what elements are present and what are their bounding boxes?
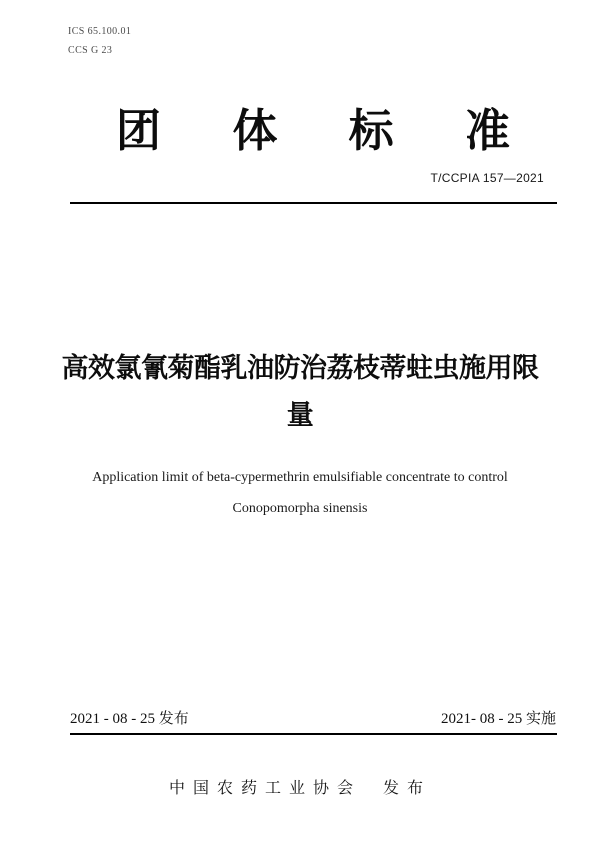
ccs-code: CCS G 23 — [68, 45, 113, 56]
english-title-line1: Application limit of beta-cypermethrin emulsifiable concentrate to control — [92, 470, 508, 485]
dates-row — [70, 707, 556, 728]
main-title-line1: 高效氯氰菊酯乳油防治荔枝蒂蛀虫施用限 — [61, 353, 539, 383]
standard-number: T/CCPIA 157—2021 — [430, 171, 544, 185]
main-title-line2: 量 — [286, 400, 314, 430]
classification-codes — [68, 22, 131, 60]
implementation-date: 2021- 08 - 25 实施 — [441, 711, 556, 727]
publisher-action: 发布 — [383, 780, 432, 797]
bottom-divider-line — [70, 733, 557, 735]
publisher-name: 中国农药工业协会 — [168, 780, 361, 797]
english-title-line2: Conopomorpha sinensis — [232, 501, 368, 516]
main-title-english — [0, 462, 600, 524]
doc-type-char: 体 — [232, 105, 278, 156]
main-title-chinese — [0, 345, 600, 439]
ics-code: ICS 65.100.01 — [68, 26, 132, 37]
doc-type-char: 团 — [116, 105, 162, 156]
issue-date: 2021 - 08 - 25 发布 — [70, 711, 189, 727]
doc-type-char: 标 — [348, 105, 394, 156]
doc-type-char: 准 — [464, 105, 510, 156]
doc-type-heading — [116, 106, 510, 156]
top-divider-line — [70, 202, 557, 204]
publisher-row — [0, 775, 600, 798]
